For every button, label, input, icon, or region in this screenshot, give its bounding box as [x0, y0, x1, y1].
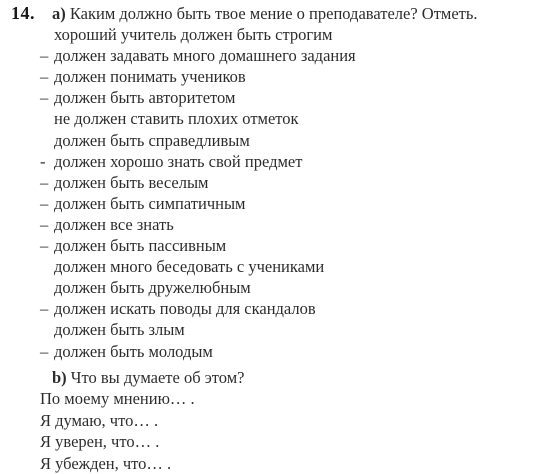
- list-item: [40, 131, 250, 151]
- phrase-line: Я убежден, что… .: [40, 453, 172, 473]
- list-item-dash: –: [40, 172, 49, 192]
- list-item-text: должен быть злым: [54, 320, 185, 340]
- part-a-marker: a): [52, 4, 66, 23]
- list-item: [40, 299, 316, 319]
- list-item-text: должен быть веселым: [54, 172, 209, 192]
- part-b-heading: [52, 368, 245, 388]
- list-item-dash: -: [40, 151, 46, 171]
- list-item: [40, 257, 324, 277]
- part-a-prompt: Каким должно быть твое мение о преподавателе? Отметь.: [69, 4, 478, 23]
- list-item: [40, 88, 235, 108]
- list-item-text: должен быть справедливым: [54, 130, 250, 150]
- list-item-text: должен быть симпатичным: [54, 193, 246, 213]
- list-item: [40, 46, 356, 66]
- part-b-marker: b): [52, 368, 67, 387]
- list-item: [40, 109, 299, 129]
- list-item-text: должен много беседовать с учениками: [54, 257, 325, 277]
- list-item: [40, 194, 245, 214]
- list-item-text: должен искать поводы для скандалов: [54, 299, 316, 319]
- list-item: [40, 67, 246, 87]
- list-item-text: хороший учитель должен быть строгим: [54, 25, 333, 44]
- list-item: [40, 215, 174, 235]
- list-item-text: должен задавать много домашнего задания: [54, 46, 356, 66]
- list-item-text: должен быть авторитетом: [54, 88, 236, 108]
- list-item-dash: –: [40, 46, 49, 66]
- list-item-dash: –: [40, 88, 49, 108]
- list-item: [40, 342, 213, 362]
- phrase-line: По моему мнению… .: [40, 389, 195, 408]
- list-item-text: должен быть дружелюбным: [54, 278, 251, 298]
- list-item: [40, 320, 185, 340]
- list-item-text: должен все знать: [54, 214, 174, 234]
- list-item-text: должен понимать учеников: [54, 67, 246, 87]
- list-item-dash: –: [40, 341, 49, 361]
- list-item-dash: –: [40, 299, 49, 319]
- list-item-text: должен хорошо знать свой предмет: [54, 151, 303, 171]
- list-item: [40, 25, 332, 45]
- list-item: [40, 236, 226, 256]
- part-b-prompt: Что вы думаете об этом?: [70, 368, 245, 387]
- part-a-heading: [52, 4, 478, 24]
- list-item-dash: –: [40, 214, 49, 234]
- list-item: [40, 278, 251, 298]
- list-item-text: должен быть молодым: [54, 341, 213, 361]
- list-item-dash: –: [40, 236, 49, 255]
- list-item-text: не должен ставить плохих отметок: [54, 109, 299, 129]
- list-item-dash: –: [40, 67, 49, 87]
- list-item-dash: –: [40, 193, 49, 213]
- phrase-line: Я уверен, что… .: [40, 432, 160, 451]
- exercise-number: 14.: [11, 3, 35, 23]
- list-item-text: должен быть пассивным: [54, 236, 227, 255]
- list-item: [40, 173, 209, 193]
- phrase-line: Я думаю, что… .: [40, 410, 159, 430]
- list-item: [40, 152, 302, 172]
